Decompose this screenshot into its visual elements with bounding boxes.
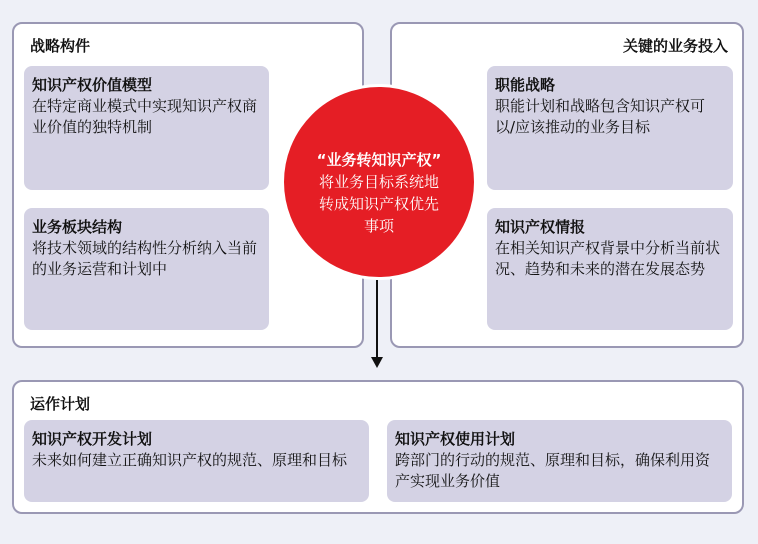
card-ip-development-plan: [24, 420, 369, 502]
card-title: 业务板块结构: [32, 218, 123, 236]
card-text: 职能计划和战略包含知识产权可以/应该推动的业务目标: [495, 97, 706, 136]
flow-arrow-line: [376, 280, 378, 358]
business-input-panel-title: 关键的业务投入: [622, 37, 728, 55]
card-text: 在特定商业模式中实现知识产权商业价值的独特机制: [32, 97, 258, 136]
card-title: 知识产权价值模型: [32, 76, 153, 94]
card-business-segment-structure: [24, 208, 269, 330]
card-functional-strategy: [487, 66, 733, 190]
card-title: 知识产权开发计划: [32, 430, 153, 448]
card-text: 跨部门的行动的规范、原理和目标，确保利用资产实现业务价值: [395, 451, 711, 490]
card-text: 将技术领域的结构性分析纳入当前的业务运营和计划中: [32, 239, 258, 278]
strategy-panel-title: 战略构件: [30, 37, 91, 55]
center-circle: [281, 84, 477, 280]
card-ip-intelligence: [487, 208, 733, 330]
card-text: 未来如何建立正确知识产权的规范、原理和目标: [32, 451, 348, 469]
center-circle-text: 将业务目标系统地转成知识产权优先事项: [318, 173, 439, 235]
card-text: 在相关知识产权背景中分析当前状况、趋势和未来的潜在发展态势: [495, 239, 721, 278]
card-title: 知识产权使用计划: [395, 430, 516, 448]
operation-plan-panel: [12, 380, 744, 514]
card-title: 知识产权情报: [495, 218, 586, 236]
card-ip-usage-plan: [387, 420, 732, 502]
center-circle-title: “业务转知识产权”: [316, 151, 442, 169]
card-title: 职能战略: [495, 76, 556, 94]
operation-plan-panel-title: 运作计划: [30, 395, 91, 413]
flow-arrow-head-icon: [371, 357, 383, 368]
card-ip-value-model: [24, 66, 269, 190]
